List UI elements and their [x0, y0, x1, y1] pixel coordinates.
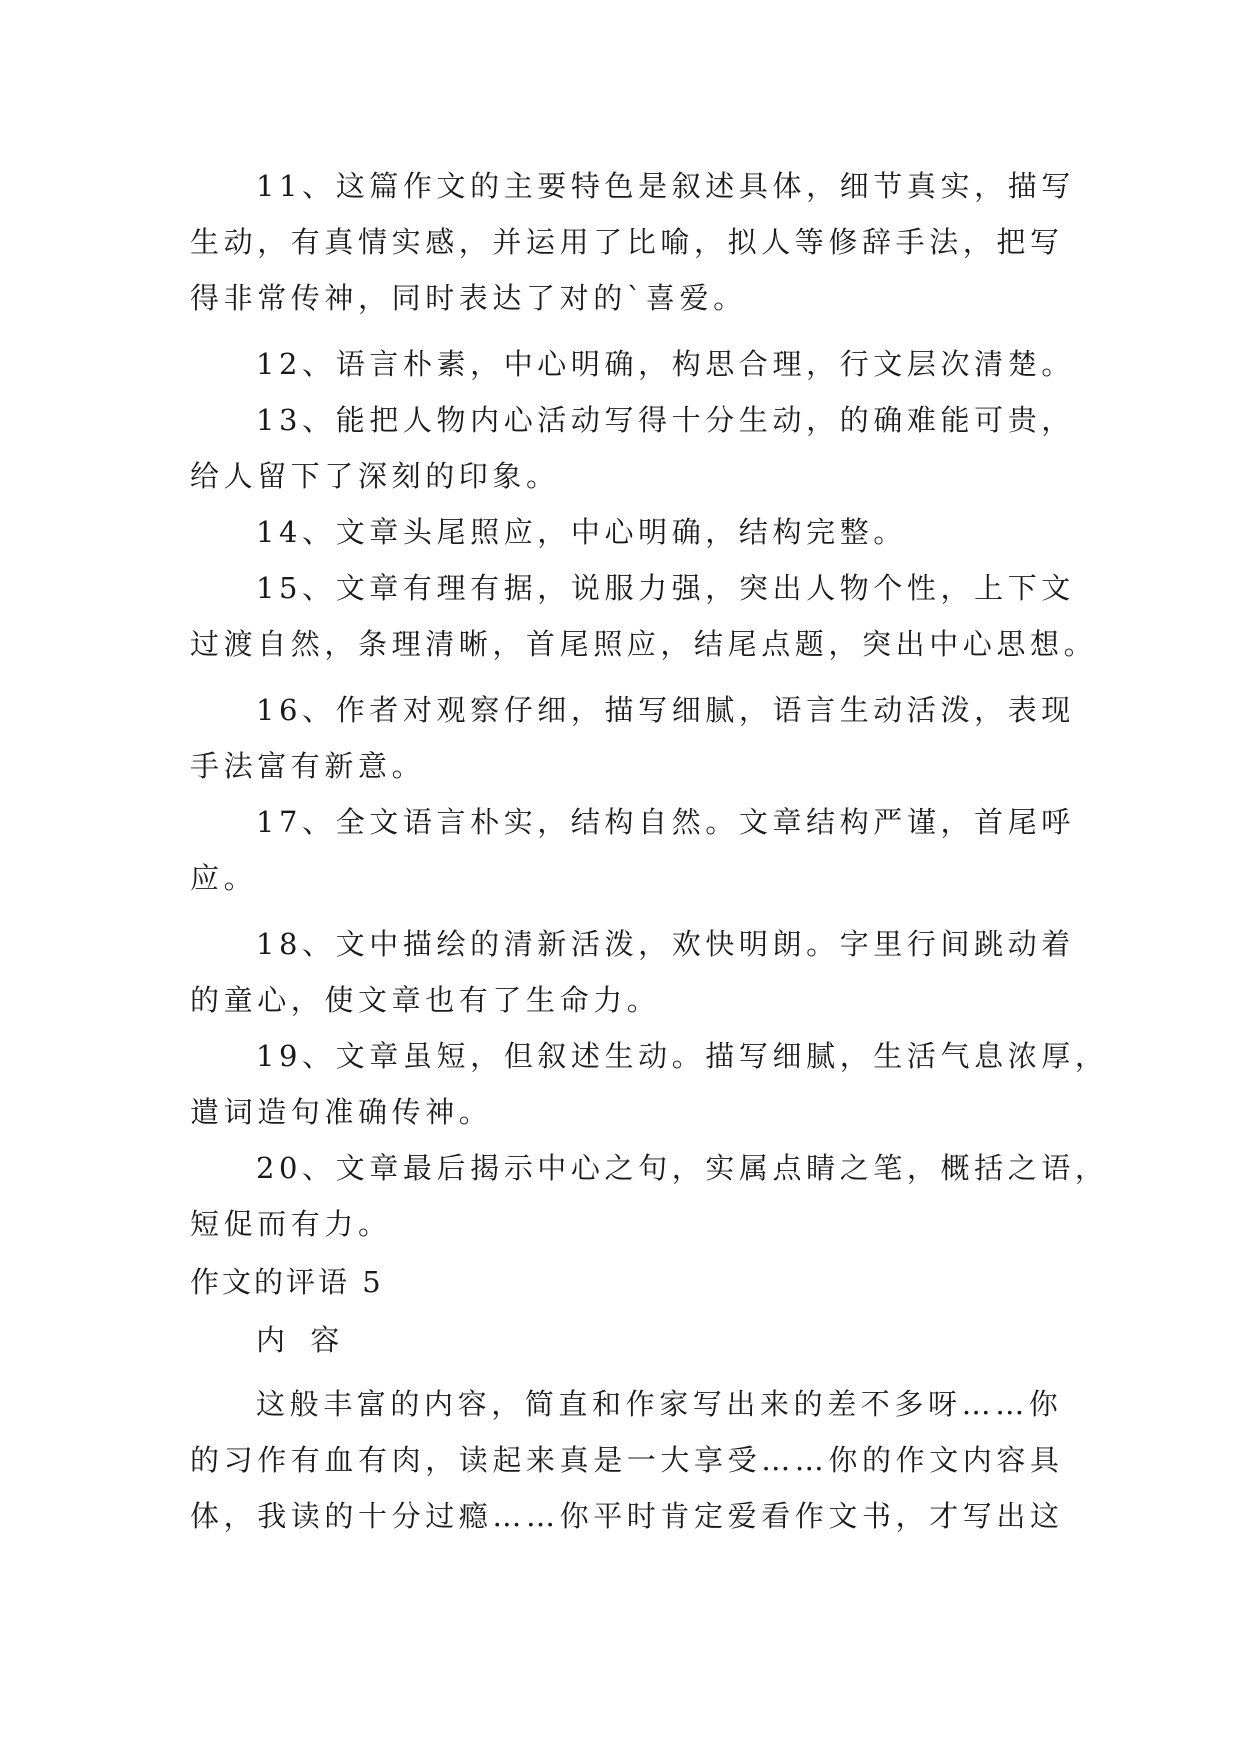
comment-11-line-3: 得非常传神，同时表达了对的`喜爱。	[190, 281, 747, 315]
comment-18-line-1: 18、文中描绘的清新活泼，欢快明朗。字里行间跳动着	[256, 927, 1075, 961]
comment-11-line-1: 11、这篇作文的主要特色是叙述具体，细节真实，描写	[256, 169, 1075, 203]
subheading-content: 内 容	[256, 1323, 348, 1357]
comment-18-line-2: 的童心，使文章也有了生命力。	[190, 983, 661, 1017]
comment-19-line-2: 遣词造句准确传神。	[190, 1095, 493, 1129]
comment-16-line-1: 16、作者对观察仔细，描写细腻，语言生动活泼，表现	[256, 693, 1075, 727]
comment-11-line-2: 生动，有真情实感，并运用了比喻，拟人等修辞手法，把写	[190, 225, 1064, 259]
body-line-1: 这般丰富的内容，简直和作家写出来的差不多呀……你	[256, 1387, 1063, 1421]
body-line-3: 体，我读的十分过瘾……你平时肯定爱看作文书，才写出这	[190, 1499, 1064, 1533]
comment-17-line-1: 17、全文语言朴实，结构自然。文章结构严谨，首尾呼	[256, 805, 1075, 839]
comment-20-line-2: 短促而有力。	[190, 1207, 392, 1241]
comment-13-line-1: 13、能把人物内心活动写得十分生动，的确难能可贵，	[256, 403, 1075, 437]
section-heading: 作文的评语 5	[190, 1265, 384, 1299]
comment-19-line-1: 19、文章虽短，但叙述生动。描写细腻，生活气息浓厚，	[256, 1039, 1109, 1073]
comment-13-line-2: 给人留下了深刻的印象。	[190, 459, 560, 493]
body-line-2: 的习作有血有肉，读起来真是一大享受……你的作文内容具	[190, 1443, 1064, 1477]
comment-14-line-1: 14、文章头尾照应，中心明确，结构完整。	[256, 515, 907, 549]
comment-15-line-1: 15、文章有理有据，说服力强，突出人物个性，上下文	[256, 571, 1075, 605]
comment-20-line-1: 20、文章最后揭示中心之句，实属点睛之笔，概括之语，	[256, 1151, 1109, 1185]
comment-15-line-2: 过渡自然，条理清晰，首尾照应，结尾点题，突出中心思想。	[190, 627, 1098, 661]
comment-12-line-1: 12、语言朴素，中心明确，构思合理，行文层次清楚。	[256, 347, 1075, 381]
comment-17-line-2: 应。	[190, 861, 258, 895]
comment-16-line-2: 手法富有新意。	[190, 749, 426, 783]
